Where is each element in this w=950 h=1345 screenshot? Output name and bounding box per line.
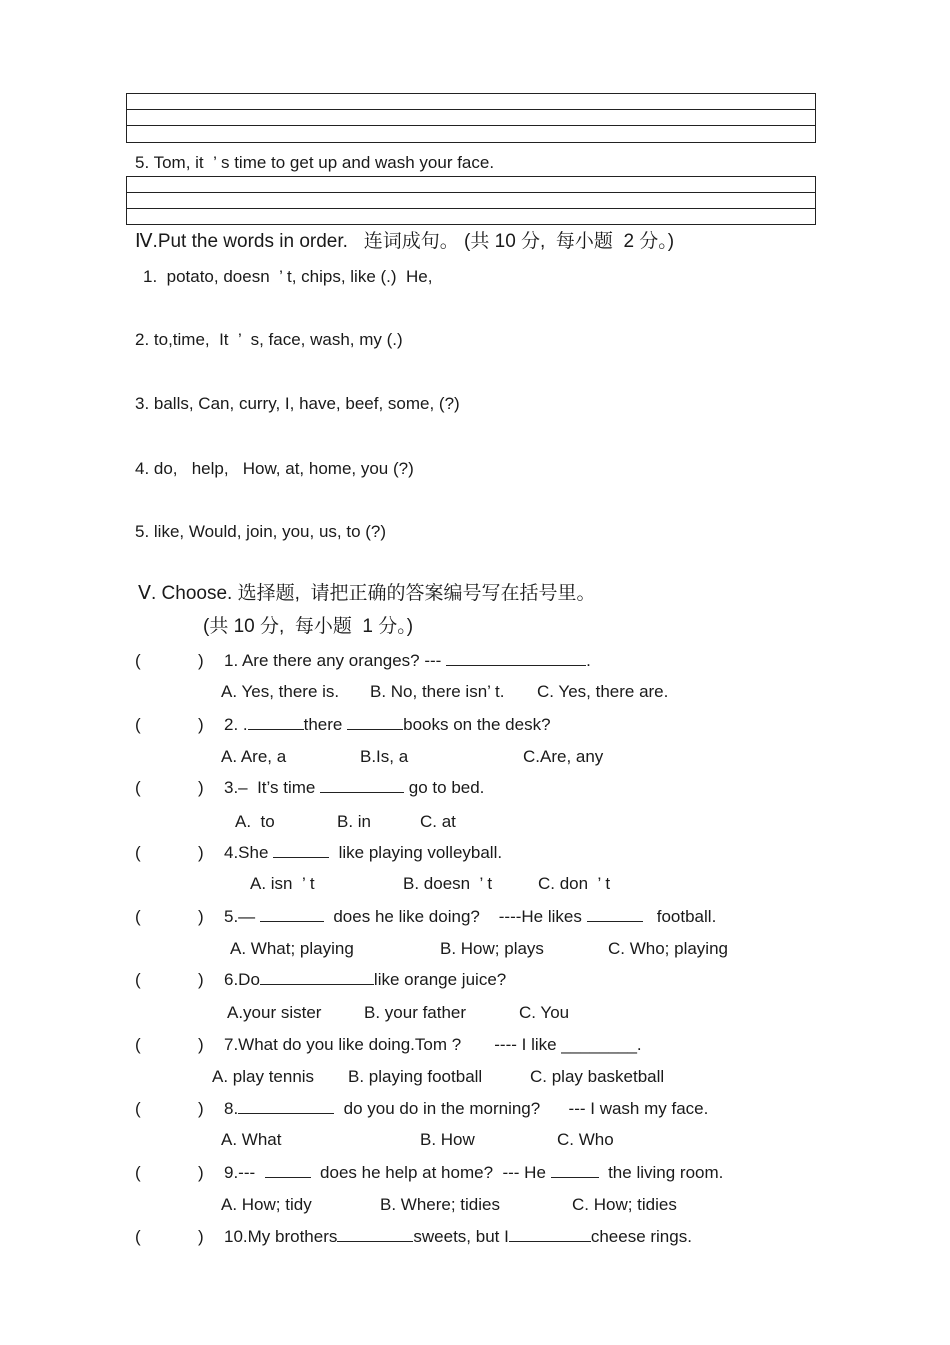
answer-paren-close: ) — [198, 970, 204, 989]
q8-option-b: B. How — [420, 1130, 475, 1149]
q1-option-a: A. Yes, there is. — [221, 682, 340, 701]
q9-option-b: B. Where; tidies — [380, 1195, 500, 1214]
q1-option-c: C. Yes, there are. — [537, 682, 669, 701]
q4-option-c: C. don ’ t — [538, 874, 611, 893]
answer-blank[interactable] — [265, 1163, 311, 1178]
section4-heading: Ⅳ.Put the words in order. 连词成句。 (共 10 分, 每小题 2 分。) — [135, 231, 675, 252]
answer-blank[interactable] — [320, 778, 404, 793]
order-item-5: 5. like, Would, join, you, us, to (?) — [135, 522, 387, 541]
q7-option-a: A. play tennis — [212, 1067, 315, 1086]
section5-heading: Ⅴ. Choose. 选择题, 请把正确的答案编号写在括号里。 — [138, 583, 596, 604]
answer-paren-close: ) — [198, 715, 204, 734]
q2-option-a: A. Are, a — [221, 747, 287, 766]
answer-blank[interactable] — [347, 715, 403, 730]
q6-option-a: A.your sister — [227, 1003, 322, 1022]
question-7: 7.What do you like doing.Tom ? ---- I like ________. — [224, 1035, 642, 1054]
order-item-1: 1. potato, doesn ’ t, chips, like (.) He, — [143, 267, 433, 286]
writing-lines-top[interactable] — [126, 93, 816, 143]
answer-paren-open: ( — [135, 715, 141, 734]
answer-paren-open: ( — [135, 1035, 141, 1054]
answer-paren-open: ( — [135, 1099, 141, 1118]
section5-subheading: (共 10 分, 每小题 1 分。) — [203, 616, 414, 637]
answer-paren-close: ) — [198, 1163, 204, 1182]
answer-paren-open: ( — [135, 1163, 141, 1182]
q6-option-c: C. You — [519, 1003, 570, 1022]
q4-option-a: A. isn ’ t — [250, 874, 315, 893]
writing-lines-q5[interactable] — [126, 176, 816, 225]
question-3: 3.– It’s time go to bed. — [224, 778, 485, 797]
question-1: 1. Are there any oranges? --- . — [224, 651, 591, 670]
answer-blank[interactable] — [248, 715, 304, 730]
answer-paren-open: ( — [135, 970, 141, 989]
writing-line — [127, 94, 815, 110]
q3-option-a: A. to — [235, 812, 275, 831]
answer-paren-open: ( — [135, 778, 141, 797]
answer-blank[interactable] — [238, 1099, 334, 1114]
q9-option-c: C. How; tidies — [572, 1195, 677, 1214]
writing-line — [127, 193, 815, 209]
q9-option-a: A. How; tidy — [221, 1195, 312, 1214]
q5-option-b: B. How; plays — [440, 939, 544, 958]
answer-blank[interactable] — [551, 1163, 599, 1178]
answer-paren-open: ( — [135, 843, 141, 862]
writing-line — [127, 126, 815, 142]
question-1-stem: 1. Are there any oranges? --- — [224, 651, 447, 670]
answer-blank[interactable] — [446, 651, 586, 666]
writing-line — [127, 209, 815, 225]
question-5: 5.— does he like doing? ----He likes football. — [224, 907, 717, 926]
answer-blank[interactable] — [260, 907, 324, 922]
answer-paren-close: ) — [198, 778, 204, 797]
question-4: 4.She like playing volleyball. — [224, 843, 503, 862]
q3-option-b: B. in — [337, 812, 372, 831]
answer-paren-close: ) — [198, 1099, 204, 1118]
answer-paren-open: ( — [135, 1227, 141, 1246]
answer-paren-close: ) — [198, 1227, 204, 1246]
q7-option-c: C. play basketball — [530, 1067, 665, 1086]
writing-line — [127, 177, 815, 193]
answer-paren-close: ) — [198, 651, 204, 670]
order-item-2: 2. to,time, It ’ s, face, wash, my (.) — [135, 330, 403, 349]
q4-option-b: B. doesn ’ t — [403, 874, 493, 893]
question-6: 6.Do like orange juice? — [224, 970, 507, 989]
q5-option-a: A. What; playing — [230, 939, 354, 958]
answer-paren-open: ( — [135, 651, 141, 670]
question-9: 9.--- does he help at home? --- He the living room. — [224, 1163, 724, 1182]
q2-option-b: B.Is, a — [360, 747, 409, 766]
answer-blank[interactable] — [273, 843, 329, 858]
q1-option-b: B. No, there isn’ t. — [370, 682, 505, 701]
question-10: 10.My brothers sweets, but I cheese rings. — [224, 1227, 692, 1246]
answer-paren-close: ) — [198, 1035, 204, 1054]
order-item-3: 3. balls, Can, curry, I, have, beef, some, (?) — [135, 394, 460, 413]
q7-option-b: B. playing football — [348, 1067, 483, 1086]
answer-blank[interactable] — [260, 970, 374, 985]
q6-option-b: B. your father — [364, 1003, 467, 1022]
q3-option-c: C. at — [420, 812, 456, 831]
writing-line — [127, 110, 815, 126]
q2-option-c: C.Are, any — [523, 747, 604, 766]
q8-option-c: C. Who — [557, 1130, 614, 1149]
answer-paren-close: ) — [198, 907, 204, 926]
answer-blank[interactable] — [337, 1227, 413, 1242]
answer-blank[interactable] — [587, 907, 643, 922]
question-8: 8. do you do in the morning? --- I wash my face. — [224, 1099, 709, 1118]
answer-paren-close: ) — [198, 843, 204, 862]
q5-option-c: C. Who; playing — [608, 939, 728, 958]
answer-blank[interactable] — [509, 1227, 591, 1242]
order-item-4: 4. do, help, How, at, home, you (?) — [135, 459, 414, 478]
answer-paren-open: ( — [135, 907, 141, 926]
section3-question-5: 5. Tom, it ’ s time to get up and wash your face. — [135, 153, 495, 172]
question-2: 2. . there books on the desk? — [224, 715, 551, 734]
q8-option-a: A. What — [221, 1130, 282, 1149]
